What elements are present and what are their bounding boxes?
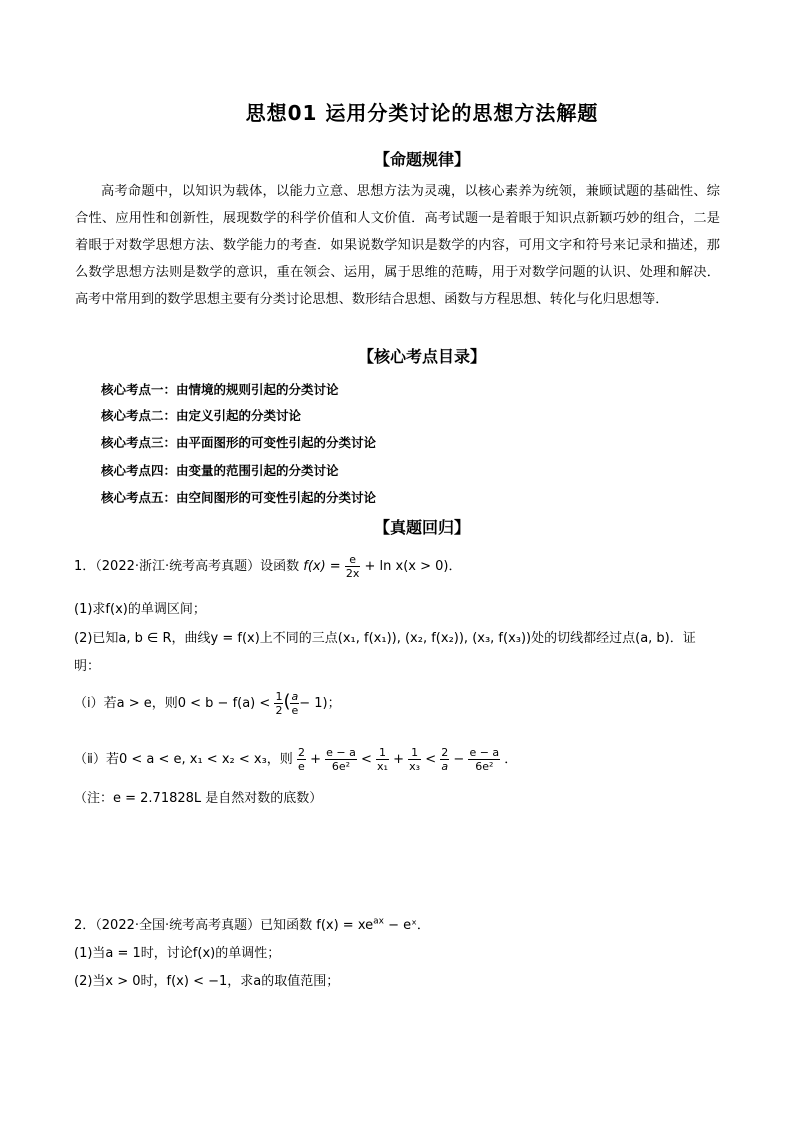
frac-num: 2 [297, 746, 305, 759]
frac-num: 2 [441, 746, 449, 759]
q1-fraction [345, 553, 361, 580]
q1-sub-i [74, 690, 734, 717]
toc-item-1: 核心考点一：由情境的规则引起的分类讨论 [101, 382, 339, 397]
q2-exponent: ax [373, 916, 384, 927]
intro-paragraph: 高考命题中，以知识为载体，以能力立意、思想方法为灵魂，以核心素养为统领，兼顾试题的基础性、综合性、应用性和创新性，展现数学的科学价值和人文价值．高考试题一是着眼于知识点新颖巧妙的组合，二是着眼于对数学思想方法、数学能力的考查．如果说数学知识是数学的内容，可用文字和符号来记录和描述，那么数学思想方法则是数学的意识，重在领会、运用，属于思维的范畴，用于对数学问题的认识、处理和解决．高考中常用到的数学思想主要有分类讨论思想、数形结合思想、函数与方程思想、转化与化归思想等． [75, 184, 720, 307]
q1-sub-i-paren: ( [283, 691, 291, 712]
q1-lead: 1．（2022·浙江·统考高考真题）设函数 [74, 559, 300, 574]
q1-sub-ii-frac-1 [297, 746, 306, 773]
toc-heading: 【核心考点目录】 [357, 347, 486, 366]
rules-heading: 【命题规律】 [373, 150, 470, 169]
frac-den: 6e² [475, 760, 494, 773]
q1-note: （注：e = 2.71828L 是自然对数的底数） [74, 791, 323, 806]
question-1-stem [74, 553, 734, 580]
q1-sub-ii-lead: （ⅱ）若0 < a < e, x₁ < x₂ < x₃，则 [74, 752, 293, 767]
q1-sub-ii-frac-3 [376, 746, 389, 773]
toc-item-4: 核心考点四：由变量的范围引起的分类讨论 [101, 463, 339, 478]
q1-sub-ii-frac-5 [440, 746, 449, 773]
q1-sub-ii [74, 746, 734, 773]
q1-sub-i-ae-num: a [291, 690, 299, 703]
frac-num: e − a [326, 746, 356, 759]
page-title: 思想01 运用分类讨论的思想方法解题 [245, 101, 599, 125]
frac-num: 1 [376, 746, 389, 760]
q2-tail: − eˣ． [383, 918, 430, 933]
frac-den: a [441, 760, 449, 773]
q1-fraction-den: 2x [345, 567, 360, 580]
q2-part-2: (2)当x > 0时，f(x) < −1，求a的取值范围； [74, 974, 340, 989]
op: ． [504, 752, 518, 767]
toc-item-2: 核心考点二：由定义引起的分类讨论 [101, 408, 302, 423]
q1-sub-i-ae-den: e [291, 704, 299, 717]
frac-den: x₁ [377, 760, 388, 773]
q1-sub-i-ae [290, 690, 299, 717]
q2-part-1: (1)当a = 1时，讨论f(x)的单调性； [74, 946, 281, 961]
q1-function: f(x) = [303, 559, 341, 574]
q1-sub-i-lead: （ⅰ）若a > e，则0 < b − f(a) < [74, 696, 271, 711]
q1-sub-ii-frac-4 [408, 746, 421, 773]
q1-sub-ii-frac-6 [468, 746, 500, 773]
q1-part-1: (1)求f(x)的单调区间； [74, 602, 206, 617]
q1-part-2: (2)已知a, b ∈ R，曲线y = f(x)上不同的三点(x₁, f(x₁)), (x₂, f(x₂)), (x₃, f(x₃))处的切线都经过点(a, b)．证 [74, 631, 696, 646]
q1-tail: + ln x(x > 0)． [364, 559, 462, 574]
q1-sub-i-half-den: 2 [275, 704, 283, 717]
q1-fraction-num: e [345, 553, 361, 567]
frac-den: 6e² [331, 760, 351, 773]
toc-item-5: 核心考点五：由空间图形的可变性引起的分类讨论 [101, 490, 377, 505]
frac-den: x₃ [409, 760, 421, 773]
review-heading: 【真题回归】 [373, 518, 470, 537]
q2-lead: 2．（2022·全国·统考高考真题）已知函数 f(x) = xe [74, 918, 374, 933]
op: − [453, 752, 465, 767]
op: + [310, 752, 321, 767]
q1-sub-i-half-num: 1 [275, 690, 283, 703]
op: + [393, 752, 404, 767]
q1-sub-ii-frac-2 [325, 746, 357, 773]
frac-num: e − a [469, 746, 500, 759]
frac-num: 1 [408, 746, 421, 760]
op: < [360, 752, 372, 767]
question-2-stem [74, 914, 734, 933]
q1-part-2-cont: 明： [74, 659, 101, 674]
q1-sub-i-tail: − 1)； [299, 696, 341, 711]
op: < [425, 752, 437, 767]
frac-den: e [298, 760, 305, 773]
toc-item-3: 核心考点三：由平面图形的可变性引起的分类讨论 [101, 435, 377, 450]
